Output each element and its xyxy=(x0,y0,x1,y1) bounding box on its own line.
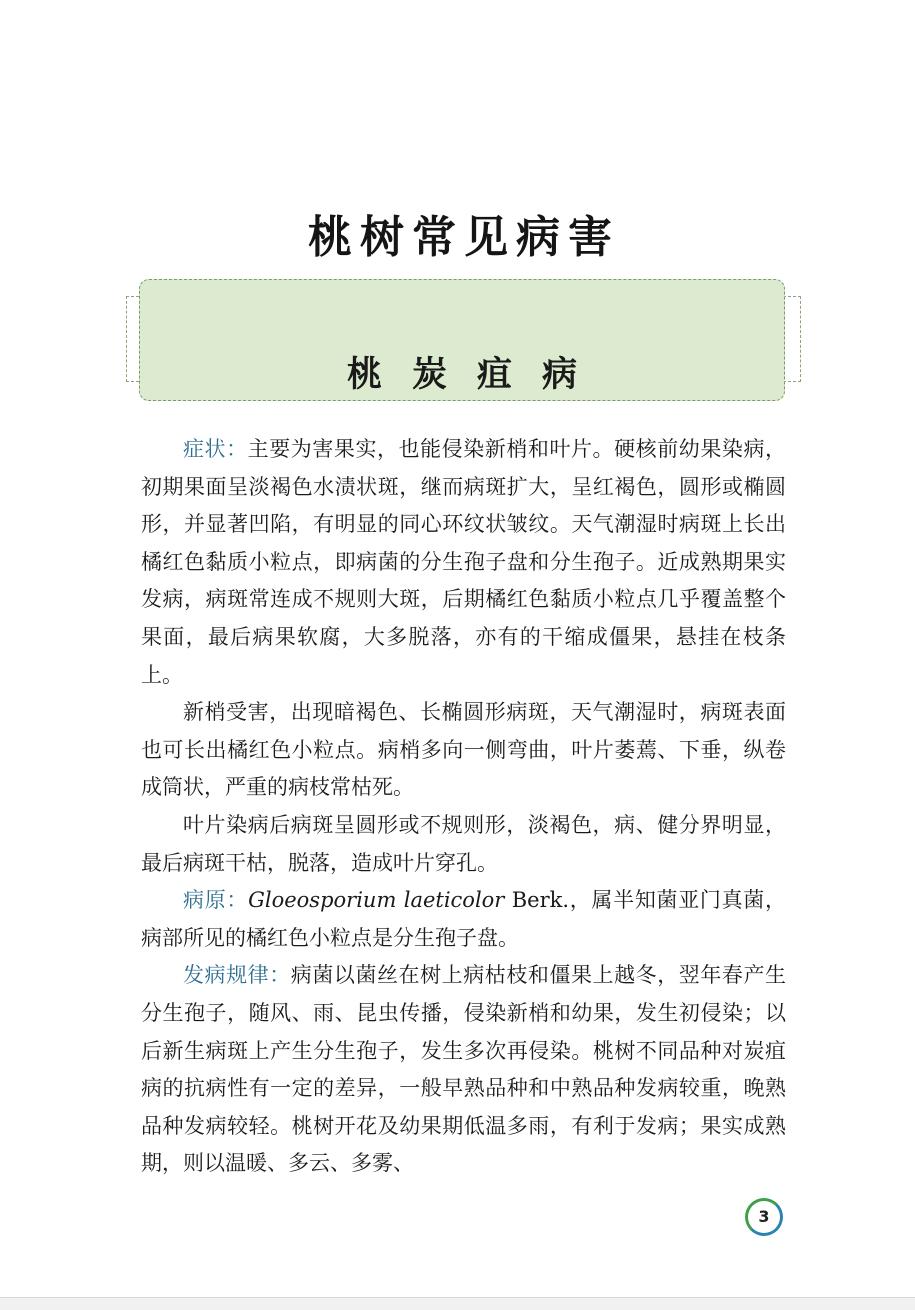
pathogen-label: 病原： xyxy=(183,888,249,913)
paragraph-leaves: 叶片染病后病斑呈圆形或不规则形，淡褐色，病、健分界明显，最后病斑干枯，脱落，造成叶片穿孔。 xyxy=(141,812,786,875)
pathogen-scientific-name: Gloeosporium laeticolor xyxy=(248,888,505,913)
symptoms-label: 症状： xyxy=(183,437,248,461)
pattern-text: 病菌以菌丝在树上病枯枝和僵果上越冬，翌年春产生分生孢子，随风、雨、昆虫传播，侵染新梢和幼果，发生初侵染；以后新生病斑上产生分生孢子，发生多次再侵染。桃树不同品种对炭疽病的抗病性有一定的差异，一般早熟品种和中熟品种发病较重，晚熟品种发病较轻。桃树开花及幼果期低温多雨，有利于发病；果实成熟期，则以温暖、多云、多雾、 xyxy=(141,963,787,1176)
paragraph-shoots: 新梢受害，出现暗褐色、长椭圆形病斑，天气潮湿时，病斑表面也可长出橘红色小粒点。病梢多向一侧弯曲，叶片萎蔫、下垂，纵卷成筒状，严重的病枝常枯死。 xyxy=(141,700,786,800)
paragraph-pattern xyxy=(141,957,786,1183)
paragraph-pathogen xyxy=(141,882,786,957)
page-bottom-edge xyxy=(0,1297,915,1310)
pathogen-text: ，属半知菌亚门真菌，病部所见的橘红色小粒点是分生孢子盘。 xyxy=(141,888,786,950)
page-number: 3 xyxy=(758,1207,770,1226)
article-body xyxy=(141,431,786,1183)
chapter-title: 桃树常见病害 xyxy=(308,212,620,264)
page-number-badge xyxy=(745,1198,783,1236)
symptoms-text: 主要为害果实，也能侵染新梢和叶片。硬核前幼果染病，初期果面呈淡褐色水渍状斑，继而病斑扩大，呈红褐色，圆形或椭圆形，并显著凹陷，有明显的同心环纹状皱纹。天气潮湿时病斑上长出橘红色黏质小粒点，即病菌的分生孢子盘和分生孢子。近成熟期果实发病，病斑常连成不规则大斑，后期橘红色黏质小粒点几乎覆盖整个果面，最后病果软腐，大多脱落，亦有的干缩成僵果，悬挂在枝条上。 xyxy=(141,437,787,687)
pathogen-author: Berk. xyxy=(504,888,570,913)
section-title: 桃炭疽病 xyxy=(346,354,607,396)
pattern-label: 发病规律： xyxy=(183,963,291,988)
paragraph-symptoms xyxy=(141,431,786,694)
